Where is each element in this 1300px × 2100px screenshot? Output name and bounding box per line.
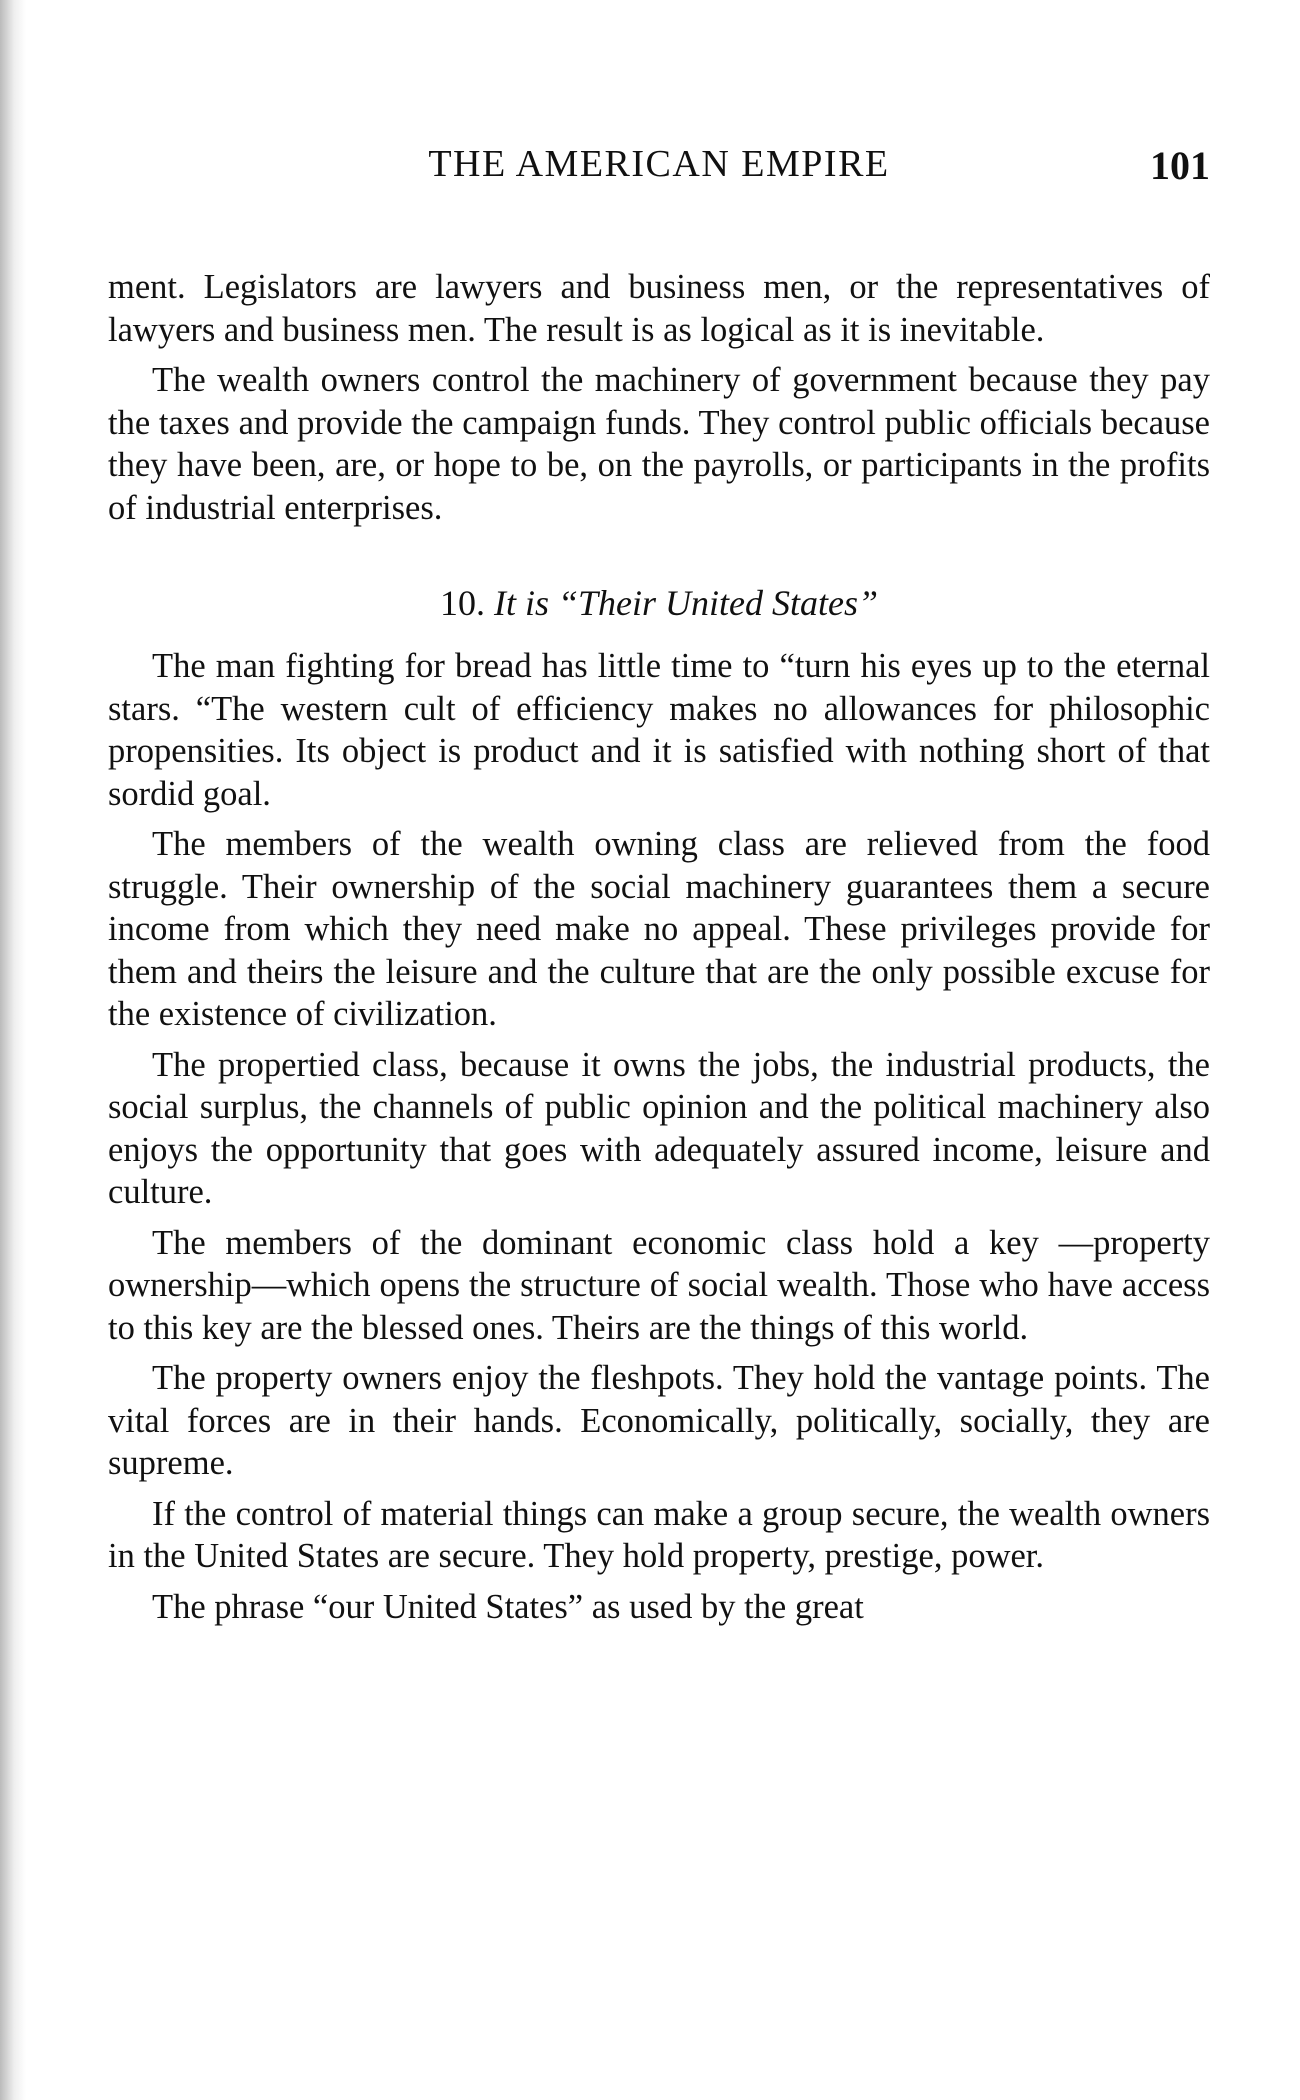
body-text xyxy=(108,266,1210,1636)
paragraph: The man fighting for bread has little time to “turn his eyes up to the eternal stars. “The western cult of efficiency makes no allowances for philosophic propensities. Its object is product and it is satisfied with nothing short of that sordid goal. xyxy=(108,647,1210,813)
paragraph: The phrase “our United States” as used by the great xyxy=(152,1587,864,1626)
paragraph: The wealth owners control the machinery of government because they pay the taxes and provide the campaign funds. They control public officials because they have been, are, or hope to be, on the payrolls, or participants in the profits of industrial enterprises. xyxy=(108,361,1210,527)
paragraph: The propertied class, because it owns the jobs, the industrial products, the social surplus, the channels of public opinion and the political machinery also enjoys the opportunity that goes with adequately assured income, leisure and culture. xyxy=(108,1045,1210,1211)
page-edge-shadow xyxy=(0,0,26,2100)
paragraph: The property owners enjoy the fleshpots. They hold the vantage points. The vital forces are in their hands. Economically, politically, socially, they are supreme. xyxy=(108,1359,1210,1482)
running-head xyxy=(108,142,1210,192)
paragraph: The members of the wealth owning class are relieved from the food struggle. Their ownership of the social machinery guarantees them a secure income from which they need make no appeal. These privileges provide for them and theirs the leisure and the culture that are the only possible excuse for the existence of civilization. xyxy=(108,825,1210,1033)
paragraph-continued: ment. Legislators are lawyers and business men, or the representatives of lawyers and business men. The result is as logical as it is inevitable. xyxy=(108,268,1210,349)
running-title: THE AMERICAN EMPIRE xyxy=(428,143,890,185)
paragraph: If the control of material things can make a group secure, the wealth owners in the United States are secure. They hold property, prestige, power. xyxy=(108,1494,1210,1575)
section-heading xyxy=(108,581,1210,625)
section-title: It is “Their United States” xyxy=(493,583,879,623)
section-number: 10. xyxy=(439,583,485,623)
paragraph: The members of the dominant economic class hold a key —property ownership—which opens the structure of social wealth. Those who have access to this key are the blessed ones. Theirs are the things of this world. xyxy=(108,1223,1210,1347)
page-number: 101 xyxy=(1150,143,1210,188)
